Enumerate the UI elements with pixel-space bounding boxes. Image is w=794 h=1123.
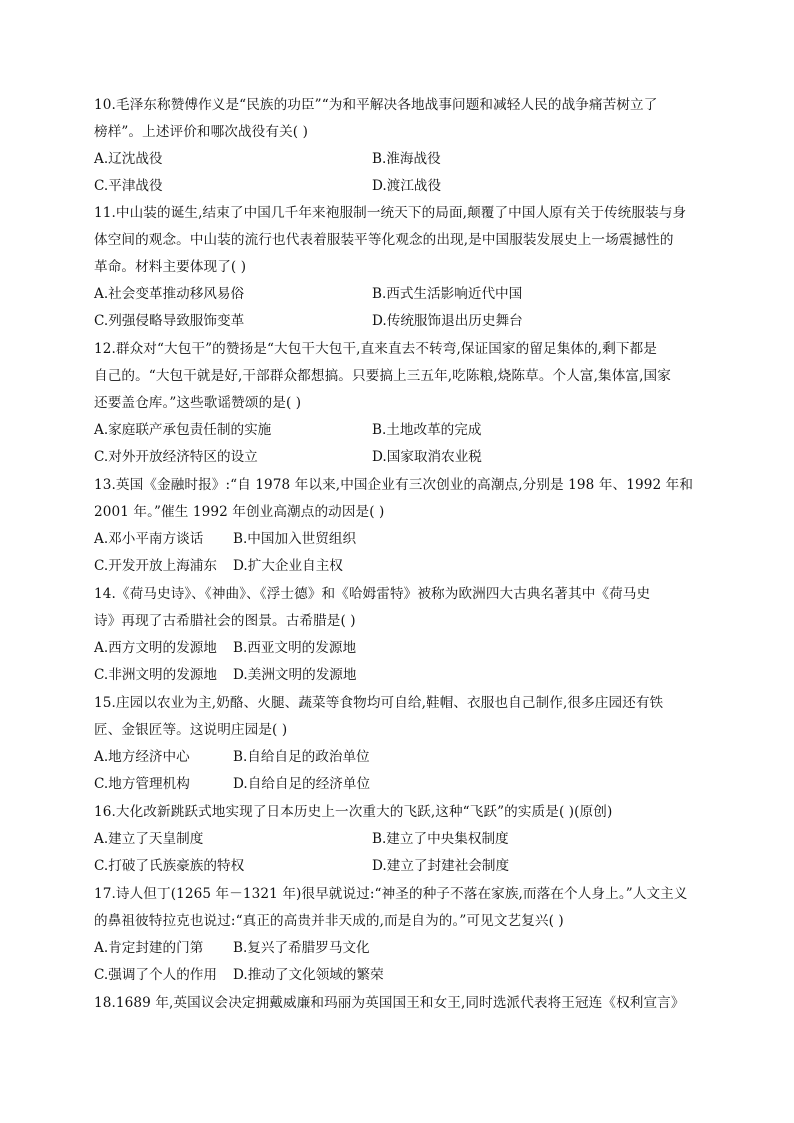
question-16-option-b: B.建立了中央集权制度 bbox=[372, 831, 509, 847]
question-12-line-2: 自己的。“大包干就是好,干部群众都想搞。只要搞上三五年,吃陈粮,烧陈草。个人富,集体富,国家 bbox=[94, 368, 671, 384]
question-17-option-b: B.复兴了希腊罗马文化 bbox=[233, 940, 370, 956]
question-17-option-a: A.肯定封建的门第 bbox=[94, 940, 204, 956]
question-12-option-a: A.家庭联产承包责任制的实施 bbox=[94, 422, 272, 438]
question-15-option-d: D.自给自足的经济单位 bbox=[233, 776, 371, 792]
question-11-line-2: 体空间的观念。中山装的流行也代表着服装平等化观念的出现,是中国服装发展史上一场震撼性的 bbox=[94, 232, 674, 248]
question-16-line-1: 16.大化改新跳跃式地实现了日本历史上一次重大的飞跃,这种“飞跃”的实质是( )(原创) bbox=[94, 804, 613, 820]
question-15-option-c: C.地方管理机构 bbox=[94, 776, 190, 792]
question-14-option-a: A.西方文明的发源地 bbox=[94, 640, 217, 656]
question-10-line-2: 榜样”。上述评价和哪次战役有关( ) bbox=[94, 124, 308, 140]
question-10-option-b: B.淮海战役 bbox=[372, 151, 441, 167]
question-15-option-b: B.自给自足的政治单位 bbox=[233, 749, 370, 765]
question-17-line-1: 17.诗人但丁(1265 年－1321 年)很早就说过:“神圣的种子不落在家族,而落在个人身上。”人文主义 bbox=[94, 886, 688, 902]
question-11-option-b: B.西式生活影响近代中国 bbox=[372, 286, 523, 302]
question-10-option-d: D.渡江战役 bbox=[372, 178, 442, 194]
question-12-option-d: D.国家取消农业税 bbox=[372, 449, 482, 465]
question-15-option-a: A.地方经济中心 bbox=[94, 749, 190, 765]
question-16-option-c: C.打破了氏族豪族的特权 bbox=[94, 858, 245, 874]
question-13-option-c: C.开发开放上海浦东 bbox=[94, 558, 217, 574]
question-10-option-a: A.辽沈战役 bbox=[94, 151, 163, 167]
question-10-line-1: 10.毛泽东称赞傅作义是“民族的功臣”“为和平解决各地战事问题和减轻人民的战争痛苦树立了 bbox=[94, 97, 658, 113]
question-16-option-a: A.建立了天皇制度 bbox=[94, 831, 204, 847]
question-13-line-1: 13.英国《金融时报》:“自 1978 年以来,中国企业有三次创业的高潮点,分别是 198 年、1992 年和 bbox=[94, 477, 694, 493]
question-13-option-d: D.扩大企业自主权 bbox=[233, 558, 343, 574]
question-11-line-1: 11.中山装的诞生,结束了中国几千年来袍服制一统天下的局面,颠覆了中国人原有关于传统服装与身 bbox=[94, 205, 687, 221]
question-14-option-d: D.美洲文明的发源地 bbox=[233, 667, 357, 683]
question-14-option-c: C.非洲文明的发源地 bbox=[94, 667, 217, 683]
question-14-line-1: 14.《荷马史诗》、《神曲》、《浮士德》和《哈姆雷特》被称为欧洲四大古典名著其中《荷马史 bbox=[94, 586, 651, 602]
question-13-line-2: 2001 年。”催生 1992 年创业高潮点的动因是( ) bbox=[94, 504, 385, 520]
question-12-option-c: C.对外开放经济特区的设立 bbox=[94, 449, 258, 465]
question-11-line-3: 革命。材料主要体现了( ) bbox=[94, 259, 247, 275]
question-12-line-1: 12.群众对“大包干”的赞扬是“大包干大包干,直来直去不转弯,保证国家的留足集体的,剩下都是 bbox=[94, 341, 657, 357]
question-11-option-d: D.传统服饰退出历史舞台 bbox=[372, 313, 523, 329]
question-14-line-2: 诗》再现了古希腊社会的图景。古希腊是( ) bbox=[94, 613, 356, 629]
question-11-option-a: A.社会变革推动移风易俗 bbox=[94, 286, 245, 302]
question-17-line-2: 的鼻祖彼特拉克也说过:“真正的高贵并非天成的,而是自为的。”可见文艺复兴( ) bbox=[94, 913, 564, 929]
question-16-option-d: D.建立了封建社会制度 bbox=[372, 858, 510, 874]
question-17-option-d: D.推动了文化领域的繁荣 bbox=[233, 967, 384, 983]
question-15-line-1: 15.庄园以农业为主,奶酪、火腿、蔬菜等食物均可自给,鞋帽、衣服也自己制作,很多庄园还有铁 bbox=[94, 695, 664, 711]
question-14-option-b: B.西亚文明的发源地 bbox=[233, 640, 357, 656]
question-13-option-a: A.邓小平南方谈话 bbox=[94, 531, 204, 547]
question-12-option-b: B.土地改革的完成 bbox=[372, 422, 482, 438]
question-11-option-c: C.列强侵略导致服饰变革 bbox=[94, 313, 245, 329]
question-10-option-c: C.平津战役 bbox=[94, 178, 163, 194]
question-15-line-2: 匠、金银匠等。这说明庄园是( ) bbox=[94, 722, 288, 738]
question-18-line-1: 18.1689 年,英国议会决定拥戴威廉和玛丽为英国国王和女王,同时选派代表将王冠连《权利宣言》 bbox=[94, 995, 685, 1011]
question-13-option-b: B.中国加入世贸组织 bbox=[233, 531, 357, 547]
question-12-line-3: 还要盖仓库。”这些歌谣赞颂的是( ) bbox=[94, 395, 302, 411]
question-17-option-c: C.强调了个人的作用 bbox=[94, 967, 217, 983]
